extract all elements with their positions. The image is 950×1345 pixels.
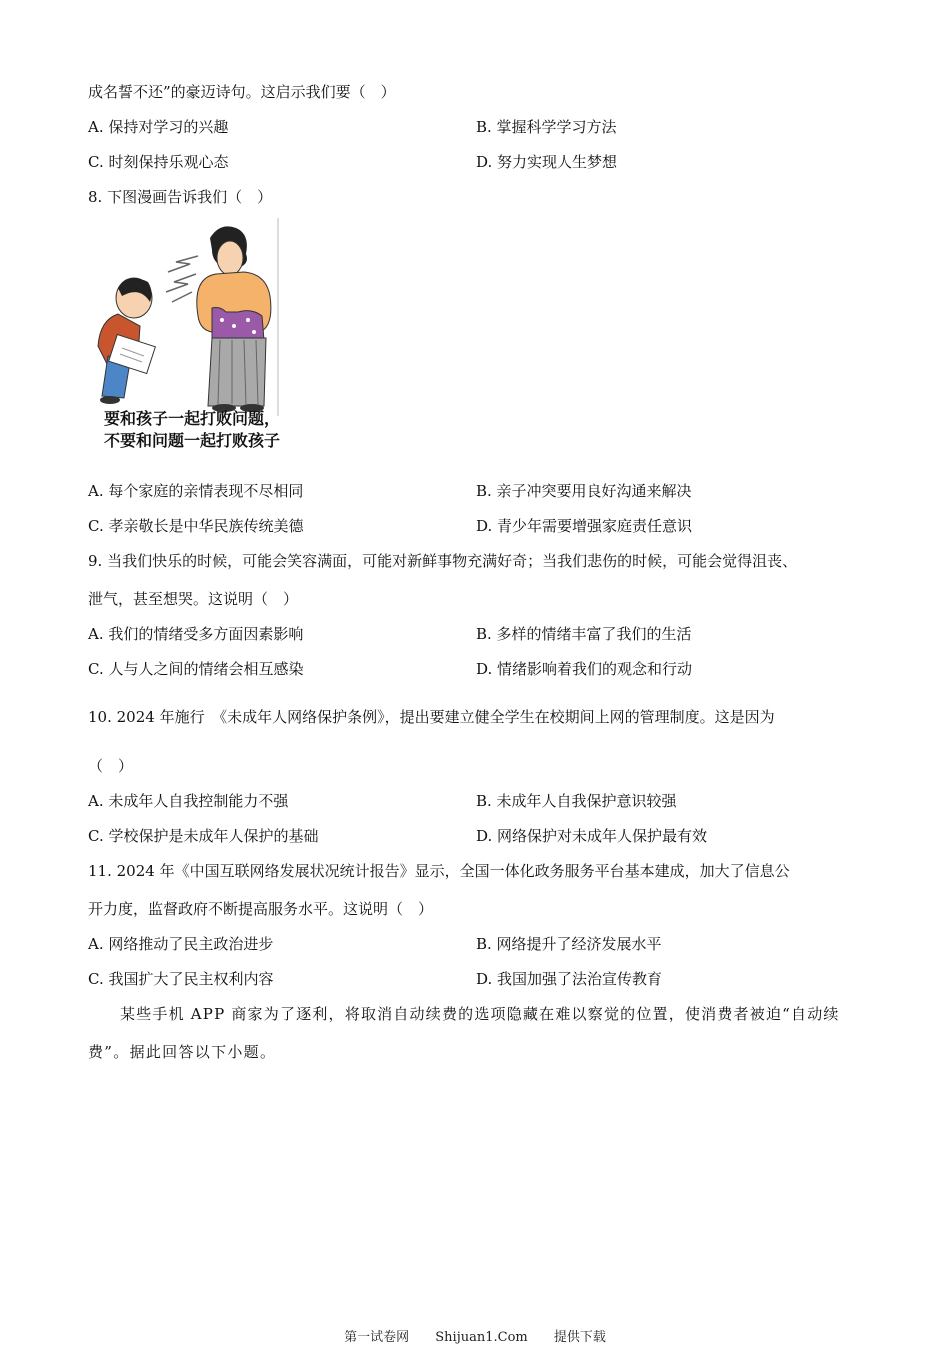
q10-stem-line2: （ ） (88, 757, 134, 775)
q10-option-b: B. 未成年人自我保护意识较强 (476, 792, 677, 810)
q11-stem-line1: 11. 2024 年《中国互联网络发展状况统计报告》显示，全国一体化政务服务平台基本建成，加大了信息公 (88, 862, 790, 880)
shout-lines (166, 256, 198, 302)
material-line1: 某些手机 APP 商家为了逐利，将取消自动续费的选项隐藏在难以察觉的位置，使消费者被迫“自动续 (120, 1005, 840, 1023)
q8-option-b: B. 亲子冲突要用良好沟通来解决 (476, 482, 692, 500)
q8-option-c: C. 孝亲敬长是中华民族传统美德 (88, 517, 304, 535)
cartoon-caption-line2: 不要和问题一起打败孩子 (104, 431, 281, 450)
q8-option-a: A. 每个家庭的亲情表现不尽相同 (88, 482, 304, 500)
q10-option-d: D. 网络保护对未成年人保护最有效 (476, 827, 708, 845)
q9-stem-line2: 泄气，甚至想哭。这说明（ ） (88, 590, 299, 608)
q7-option-b: B. 掌握科学学习方法 (476, 118, 617, 136)
child-figure (98, 278, 155, 404)
q10-option-a: A. 未成年人自我控制能力不强 (88, 792, 289, 810)
footer-note: 提供下载 (553, 1330, 606, 1345)
q11-option-b: B. 网络提升了经济发展水平 (476, 935, 662, 953)
q11-option-a: A. 网络推动了民主政治进步 (88, 935, 274, 953)
q7-stem-tail: 成名誓不还”的豪迈诗句。这启示我们要（ ） (88, 83, 396, 101)
q7-option-c: C. 时刻保持乐观心态 (88, 153, 229, 171)
q9-option-b: B. 多样的情绪丰富了我们的生活 (476, 625, 692, 643)
q9-stem-line1: 9. 当我们快乐的时候，可能会笑容满面，可能对新鲜事物充满好奇；当我们悲伤的时候，可能会觉得沮丧、 (88, 552, 798, 570)
q10-stem-line1: 10. 2024 年施行 《未成年人网络保护条例》，提出要建立健全学生在校期间上网的管理制度。这是因为 (88, 708, 775, 726)
q8-option-d: D. 青少年需要增强家庭责任意识 (476, 517, 693, 535)
q7-option-a: A. 保持对学习的兴趣 (88, 118, 229, 136)
cartoon-caption-line1: 要和孩子一起打败问题， (104, 409, 281, 428)
q11-option-d: D. 我国加强了法治宣传教育 (476, 970, 663, 988)
q11-stem-line2: 开力度，监督政府不断提高服务水平。这说明（ ） (88, 900, 434, 918)
q8-stem: 8. 下图漫画告诉我们（ ） (88, 188, 273, 206)
q9-option-a: A. 我们的情绪受多方面因素影响 (88, 625, 304, 643)
q9-option-d: D. 情绪影响着我们的观念和行动 (476, 660, 693, 678)
q10-option-c: C. 学校保护是未成年人保护的基础 (88, 827, 319, 845)
footer-site-en[interactable]: Shijuan1.Com (435, 1330, 528, 1345)
q11-option-c: C. 我国扩大了民主权利内容 (88, 970, 274, 988)
mother-figure (197, 226, 271, 412)
material-line2: 费”。据此回答以下小题。 (88, 1043, 277, 1061)
q9-option-c: C. 人与人之间的情绪会相互感染 (88, 660, 304, 678)
q7-option-d: D. 努力实现人生梦想 (476, 153, 618, 171)
page-footer (0, 1326, 950, 1345)
footer-site-cn: 第一试卷网 (344, 1330, 410, 1345)
